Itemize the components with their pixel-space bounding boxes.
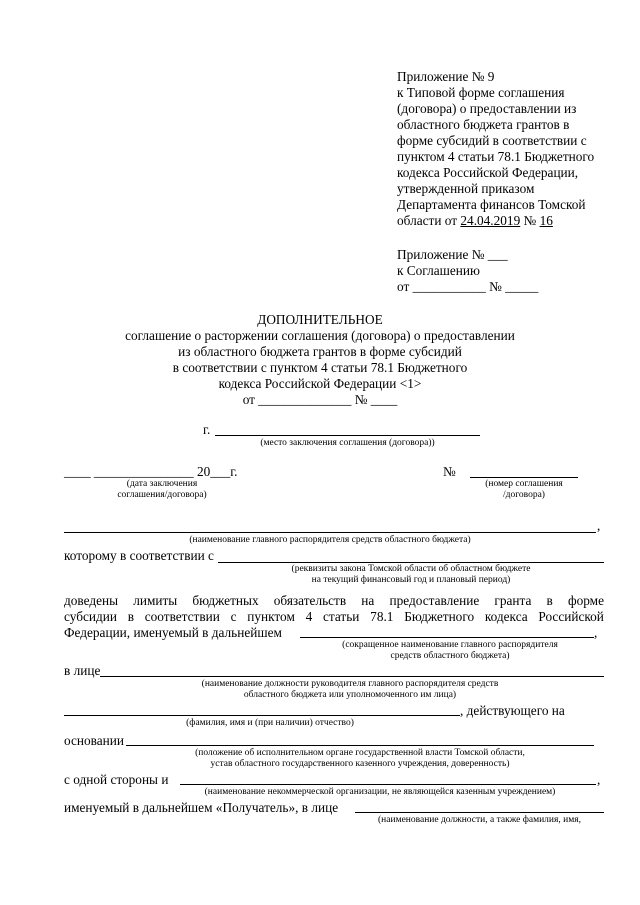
body-word: кодекса — [484, 609, 528, 624]
law-line[interactable] — [218, 562, 604, 563]
body-word: бюджетных — [192, 593, 259, 608]
title-line: из областного бюджета грантов в форме субсидий — [178, 344, 462, 359]
grbs-line[interactable] — [64, 532, 596, 533]
one-side-text: с одной стороны и — [64, 772, 169, 787]
one-side-comma: , — [597, 772, 601, 787]
title-date-line: от ______________ № ____ — [242, 392, 398, 407]
body-word: соответствии — [144, 609, 220, 624]
title-heading: ДОПОЛНИТЕЛЬНОЕ — [257, 312, 383, 327]
body-word: гранта — [494, 593, 532, 608]
position-line[interactable] — [100, 676, 604, 677]
date-hint: (дата заключения соглашения/договора) — [117, 479, 207, 500]
place-line[interactable] — [215, 435, 480, 436]
agreement-date: ____ _______________ 20___г. — [64, 464, 238, 479]
body-word: субсидии — [64, 609, 117, 624]
body-word: пунктом — [247, 609, 295, 624]
in-person-label: в лице — [64, 663, 101, 678]
short-name-line[interactable] — [300, 637, 594, 638]
appendix-line: Департамента финансов Томской — [397, 197, 586, 212]
appendix-line: пунктом 4 статьи 78.1 Бюджетного — [397, 149, 595, 164]
body-word: 4 — [305, 609, 313, 624]
recipient-text: именуемый в дальнейшем «Получатель», в лице — [64, 800, 339, 815]
from-line: от ___________ № _____ — [397, 279, 539, 294]
whom-text: которому в соответствии с — [64, 548, 214, 563]
subsidy-line — [64, 609, 604, 625]
position-hint: (наименование должности руководителя главного распорядителя средств областного бюджета или уполномоченного им лица) — [201, 679, 499, 700]
recipient-line[interactable] — [355, 812, 604, 813]
order-reference — [397, 213, 553, 229]
basis-label: основании — [64, 733, 124, 748]
appendix-line: форме субсидий в соответствии с — [397, 133, 587, 148]
federation-text: Федерации, именуемый в дальнейшем — [64, 625, 282, 640]
number-line[interactable] — [470, 477, 578, 478]
agreement-appendix: Приложение № ___ — [397, 247, 508, 262]
grbs-hint: (наименование главного распорядителя средств областного бюджета) — [189, 535, 471, 545]
body-word: в — [546, 593, 553, 608]
title-line: соглашение о расторжении соглашения (договора) о предоставлении — [125, 328, 515, 343]
recipient-hint: (наименование должности, а также фамилия, имя, — [378, 815, 581, 825]
body-word: на — [361, 593, 375, 608]
number-hint: (номер соглашения /договора) — [485, 479, 563, 500]
appendix-line: утвержденной приказом — [397, 181, 535, 196]
short-name-hint: (сокращенное наименование главного распорядителя средств областного бюджета) — [342, 640, 558, 661]
basis-hint: (положение об исполнительном органе государственной власти Томской области, устав областного государственного казенного учреждения, доверенность) — [195, 748, 525, 769]
nko-hint: (наименование некоммерческой организации, не являющейся казенным учреждением) — [204, 787, 556, 797]
order-number: 16 — [539, 213, 553, 228]
body-word: Российской — [538, 609, 604, 624]
body-word: 78.1 — [370, 609, 394, 624]
order-date: 24.04.2019 — [460, 213, 521, 228]
appendix-line: областного бюджета грантов в — [397, 117, 570, 132]
body-word: статьи — [323, 609, 360, 624]
federation-comma: , — [594, 625, 598, 640]
nko-line[interactable] — [180, 784, 596, 785]
appendix-line: (договора) о предоставлении из — [397, 101, 577, 116]
title-line: кодекса Российской Федерации <1> — [218, 376, 422, 391]
city-prefix: г. — [203, 422, 211, 437]
order-no-sign: № — [520, 213, 540, 228]
fio-hint: (фамилия, имя и (при наличии) отчество) — [186, 718, 354, 728]
number-sign: № — [443, 464, 456, 479]
body-word: форме — [567, 593, 604, 608]
acting-text: , действующего на — [460, 703, 565, 718]
title-line: в соответствии с пунктом 4 статьи 78.1 Бюджетного — [172, 360, 468, 375]
appendix-line: Приложение № 9 — [397, 69, 495, 84]
limits-line — [64, 593, 604, 609]
body-word: в — [127, 609, 134, 624]
order-prefix: области от — [397, 213, 461, 228]
body-word: предоставление — [389, 593, 480, 608]
body-word: доведены — [64, 593, 119, 608]
appendix-line: кодекса Российской Федерации, — [397, 165, 579, 180]
body-word: обязательств — [273, 593, 347, 608]
place-hint: (место заключения соглашения (договора)) — [260, 438, 435, 448]
to-agreement: к Соглашению — [397, 263, 480, 278]
body-word: с — [230, 609, 237, 624]
basis-line[interactable] — [126, 745, 594, 746]
law-hint: (реквизиты закона Томской области об областном бюджете на текущий финансовый год и плановый период) — [291, 564, 531, 585]
body-word: Бюджетного — [404, 609, 475, 624]
appendix-line: к Типовой форме соглашения — [397, 85, 565, 100]
fio-line[interactable] — [64, 715, 460, 716]
body-word: лимиты — [133, 593, 178, 608]
grbs-comma: , — [597, 518, 601, 533]
